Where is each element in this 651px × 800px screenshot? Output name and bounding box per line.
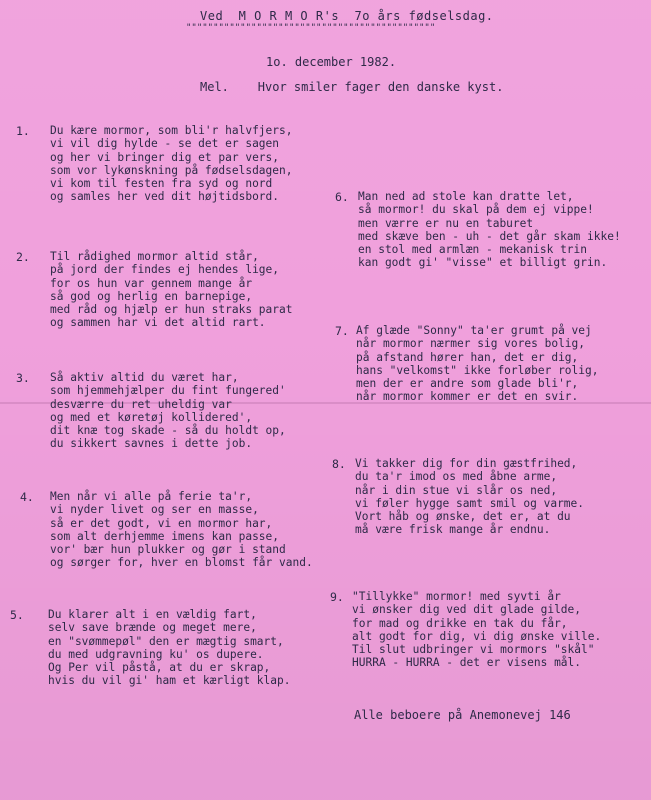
verse-number: 9. xyxy=(330,590,344,604)
verse-2 xyxy=(50,250,292,330)
verse-line: HURRA - HURRA - det er visens mål. xyxy=(352,656,582,670)
verse-line: Vort håb og ønske, det er, at du xyxy=(355,510,571,524)
verse-number: 4. xyxy=(20,490,34,504)
verse-line: så er det godt, vi en mormor har, xyxy=(50,516,273,530)
verse-number: 2. xyxy=(16,250,30,264)
verse-line: for mad og drikke en tak du får, xyxy=(352,616,568,630)
verse-3 xyxy=(50,371,286,451)
signature: Alle beboere på Anemonevej 146 xyxy=(354,708,571,722)
verse-number: 3. xyxy=(16,371,30,385)
verse-line: desværre du ret uheldig var xyxy=(50,397,232,411)
verse-line: Vi takker dig for din gæstfrihed, xyxy=(355,457,578,470)
verse-number: 6. xyxy=(335,190,349,204)
verse-line: Og Per vil påstå, at du er skrap, xyxy=(48,661,271,675)
verse-line: for os hun var gennem mange år xyxy=(50,276,253,290)
verse-line: "Tillykke" mormor! med syvti år xyxy=(352,590,561,603)
verse-line: så god og herlig en barnepige, xyxy=(50,289,253,303)
verse-4 xyxy=(50,490,313,570)
verse-line: når mormor nærmer sig vores bolig, xyxy=(356,337,586,351)
verse-line: vi nyder livet og ser en masse, xyxy=(50,503,259,517)
verse-line: og sørger for, hver en blomst får vand. xyxy=(50,556,313,570)
verse-line: selv save brænde og meget mere, xyxy=(48,621,257,635)
verse-line: med råd og hjælp er hun straks parat xyxy=(50,303,293,317)
verse-line: vor' bær hun plukker og gør i stand xyxy=(50,543,286,557)
verse-line: Men når vi alle på ferie ta'r, xyxy=(50,490,253,503)
verse-line: må være frisk mange år endnu. xyxy=(355,523,551,537)
verse-line: Du klarer alt i en vældig fart, xyxy=(48,608,257,621)
verse-9 xyxy=(352,590,601,670)
verse-line: dit knæ tog skade - så du holdt op, xyxy=(50,424,286,438)
verse-number: 1. xyxy=(16,124,30,138)
verse-line: og her vi bringer dig et par vers, xyxy=(50,150,280,164)
verse-line: vi kom til festen fra syd og nord xyxy=(50,177,273,191)
verse-line: Man ned ad stole kan dratte let, xyxy=(358,190,574,203)
verse-line: en stol med armlæn - mekanisk trin xyxy=(358,243,588,257)
verse-line: når mormor kommer er det en svir. xyxy=(356,390,579,404)
verse-number: 5. xyxy=(10,608,24,622)
verse-1 xyxy=(50,124,292,204)
melody-line: Mel. Hvor smiler fager den danske kyst. xyxy=(200,80,504,94)
page-title: Ved M O R M O R's 7o års fødselsdag. xyxy=(200,9,494,23)
verse-line: på afstand hører han, det er dig, xyxy=(356,350,579,364)
verse-5 xyxy=(48,608,290,688)
verse-number: 7. xyxy=(335,324,349,338)
verse-line: men værre er nu en taburet xyxy=(358,216,534,230)
verse-line: du ta'r imod os med åbne arme, xyxy=(355,470,558,484)
verse-line: vi føler hygge samt smil og varme. xyxy=(355,496,585,510)
verse-line: Af glæde "Sonny" ta'er grumt på vej xyxy=(356,324,592,337)
verse-line: Til slut udbringer vi mormors "skål" xyxy=(352,643,595,657)
verse-line: som vor lykønskning på fødselsdagen, xyxy=(50,163,293,177)
title-underline: """""""""""""""""""""""""""""""""""""""""""""" xyxy=(186,23,436,33)
verse-line: du med udgravning ku' os dupere. xyxy=(48,647,264,661)
verse-8 xyxy=(355,457,584,537)
verse-line: når i din stue vi slår os ned, xyxy=(355,483,558,497)
verse-line: og med et køretøj kollidered', xyxy=(50,410,253,424)
verse-line: Så aktiv altid du været har, xyxy=(50,371,239,384)
verse-line: en "svømmepøl" den er mægtig smart, xyxy=(48,634,284,648)
verse-line: kan godt gi' "visse" et billigt grin. xyxy=(358,256,608,270)
verse-line: og sammen har vi det altid rart. xyxy=(50,316,266,330)
verse-line: alt godt for dig, vi dig ønske ville. xyxy=(352,629,602,643)
verse-line: Til rådighed mormor altid står, xyxy=(50,250,259,263)
verse-line: du sikkert savnes i dette job. xyxy=(50,437,253,451)
verse-number: 8. xyxy=(332,457,346,471)
verse-line: og samles her ved dit højtidsbord. xyxy=(50,190,280,204)
verse-7 xyxy=(356,324,598,404)
verse-line: på jord der findes ej hendes lige, xyxy=(50,263,280,277)
verse-line: med skæve ben - uh - det går skam ikke! xyxy=(358,229,621,243)
verse-line: vi vil dig hylde - se det er sagen xyxy=(50,137,280,151)
verse-line: vi ønsker dig ved dit glade gilde, xyxy=(352,603,582,617)
verse-line: som hjemmehjælper du fint fungered' xyxy=(50,384,286,398)
verse-line: hvis du vil gi' ham et kærligt klap. xyxy=(48,674,291,688)
verse-line: men der er andre som glade bli'r, xyxy=(356,377,579,391)
verse-line: Du kære mormor, som bli'r halvfjers, xyxy=(50,124,293,137)
verse-6 xyxy=(358,190,621,270)
verse-line: som alt derhjemme imens kan passe, xyxy=(50,529,280,543)
verse-line: hans "velkomst" ikke forløber rolig, xyxy=(356,363,599,377)
date-line: 1o. december 1982. xyxy=(266,55,397,69)
verse-line: så mormor! du skal på dem ej vippe! xyxy=(358,203,594,217)
